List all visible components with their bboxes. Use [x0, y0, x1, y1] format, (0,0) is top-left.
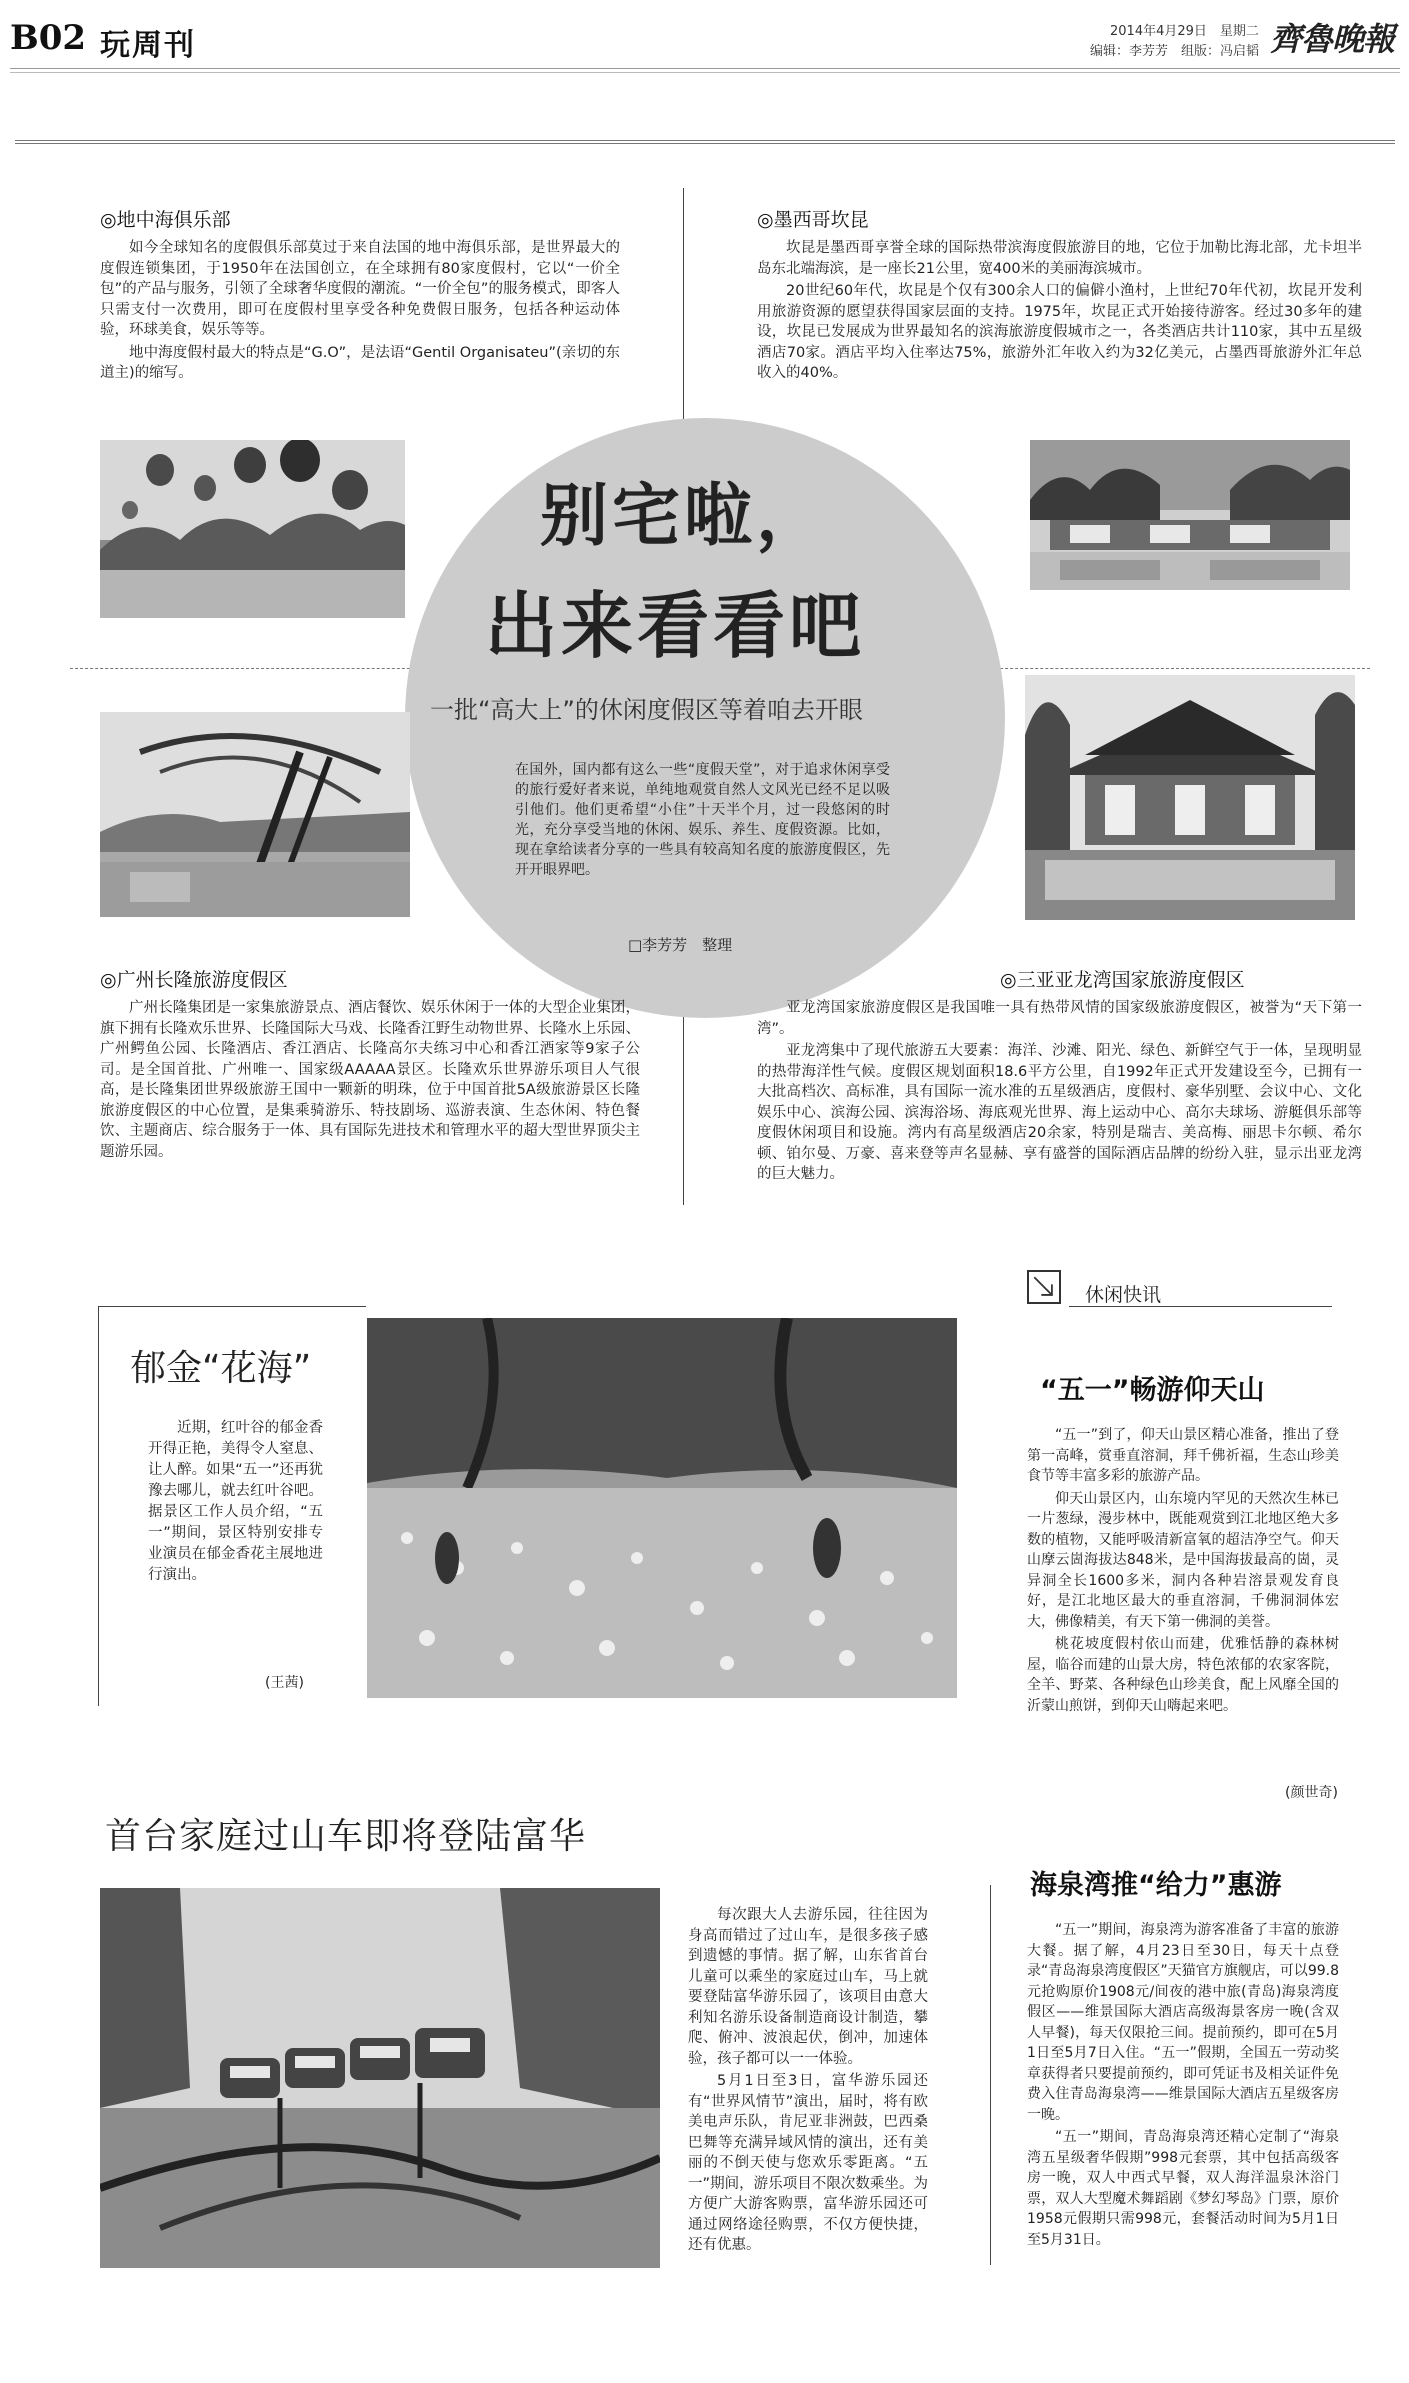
yangtianshan-author: (颜世奇) [1285, 1785, 1338, 1801]
cancun-resort-photo [1030, 440, 1350, 590]
header-rule-bottom [10, 72, 1400, 73]
page-header [0, 0, 1409, 80]
roller-para-2: 5月1日至3日，富华游乐园还有“世界风情节”演出，届时，将有欧美电声乐队，肯尼亚非洲鼓，巴西桑巴舞等充满异域风情的演出，还有美丽的不倒天使与您欢乐零距离。“五一”期间，游乐项目不限次数乘坐。为方便广大游客购票，富华游乐园还可通过网络途径购票，不仅方便快捷，还有优惠。 [688, 2073, 928, 2253]
yalong-para-2: 亚龙湾集中了现代旅游五大要素：海洋、沙滩、阳光、绿色、新鲜空气于一体，呈现明显的热带海洋性气候。度假区规划面积18.6平方公里，自1992年正式开发建设至今，已拥有一大批高档次、高标准，具有国际一流水准的五星级酒店，度假村、豪华别墅、会议中心、文化娱乐中心、滨海公园、滨海浴场、海底观光世界、海上运动中心、高尔夫球场、游艇俱乐部等度假休闲项目和设施。湾内有高星级酒店20余家，特别是瑞吉、美高梅、丽思卡尔顿、希尔顿、铂尔曼、万豪、喜来登等声名显赫、享有盛誉的国际酒店品牌的纷纷入驻，显示出亚龙湾的巨大魅力。 [757, 1043, 1362, 1182]
chimelong-para-1: 广州长隆集团是一家集旅游景点、酒店餐饮、娱乐休闲于一体的大型企业集团，旗下拥有长隆欢乐世界、长隆国际大马戏、长隆香江野生动物世界、长隆水上乐园、广州鳄鱼公园、长隆酒店、香江酒店、长隆高尔夫练习中心和香江酒家等9家子公司。是全国首批、广州唯一、国家级AAAAA景区。长隆欢乐世界游乐项目人气很高，是长隆集团世界级旅游王国中一颗新的明珠，位于中国首批5A级旅游景区长隆旅游度假区的中心位置，是集乘骑游乐、特技剧场、巡游表演、生态休闲、特色餐饮、主题商店、综合服务于一体、具有国际先进技术和管理水平的超大型世界顶尖主题游乐园。 [100, 1000, 640, 1160]
quick-news-rule [1069, 1306, 1332, 1307]
roller-title: 首台家庭过山车即将登陆富华 [105, 1816, 587, 1857]
feature-headline-2: 出来看看吧 [485, 584, 866, 668]
feature-headline-1: 别宅啦， [540, 477, 829, 556]
sanya-villa-photo [1025, 675, 1355, 920]
haiquanwan-title: 海泉湾推“给力”惠游 [1030, 1870, 1282, 1901]
roller-column-rule [990, 1885, 991, 2265]
tulip-text: 近期，红叶谷的郁金香开得正艳，美得令人窒息、让人醉。如果“五一”还再犹豫去哪儿，就去红叶谷吧。据景区工作人员介绍，“五一”期间，景区特别安排专业演员在郁金香花主展地进行演出。 [148, 1420, 323, 1583]
page-code: B02 [10, 18, 87, 58]
chimelong-title: ◎广州长隆旅游度假区 [100, 969, 288, 991]
club-med-title: ◎地中海俱乐部 [100, 209, 231, 231]
cancun-para-2: 20世纪60年代，坎昆是个仅有300余人口的偏僻小渔村，上世纪70年代初，坎昆开发利用旅游资源的愿望获得国家层面的支持。1975年，坎昆正式开始接待游客。经过30多年的建设，坎昆已发展成为世界最知名的滨海旅游度假城市之一，各类酒店共计110家，其中五星级酒店70家。酒店平均入住率达75%，旅游外汇年收入约为32亿美元，占墨西哥旅游外汇年总收入的40%。 [757, 283, 1362, 381]
haiquanwan-text [1027, 1920, 1339, 2252]
newspaper-logo: 齊魯晚報 [1270, 20, 1395, 58]
feature-byline: □李芳芳 整理 [628, 936, 733, 954]
cancun-text [757, 238, 1362, 386]
middle-dash-rule-left [70, 668, 430, 669]
club-med-para-2: 地中海度假村最大的特点是“G.O”，是法语“Gentil Organisateu”(亲切的东道主)的缩写。 [100, 344, 620, 381]
yalong-title: ◎三亚亚龙湾国家旅游度假区 [1000, 969, 1245, 991]
issue-date: 2014年4月29日 星期二 [1110, 24, 1259, 39]
center-vertical-rule-top [683, 188, 684, 458]
haiquanwan-para-1: “五一”期间，海泉湾为游客准备了丰富的旅游大餐。据了解，4月23日至30日，每天十点登录“青岛海泉湾度假区”天猫官方旗舰店，可以99.8元抢购原价1908元/间夜的港中旅(青岛)海泉湾度假区——维景国际大酒店高级海景客房一晚(含双人早餐)，每天仅限抢三间。提前预约，即可在5月1日至5月7日入住。“五一”假期，全国五一劳动奖章获得者只要提前预约，即可凭证书及相关证件免费入住青岛海泉湾——维景国际大酒店五星级客房一晚。 [1027, 1922, 1339, 2123]
yangtianshan-para-1: “五一”到了，仰天山景区精心准备，推出了登第一高峰，赏垂直溶洞，拜千佛祈福，生态山珍美食节等丰富多彩的旅游产品。 [1027, 1427, 1339, 1484]
yangtianshan-text [1027, 1425, 1339, 1718]
haiquanwan-para-2: “五一”期间，青岛海泉湾还精心定制了“海泉湾五星级奢华假期”998元套票，其中包括高级客房一晚，双人中西式早餐，双人海洋温泉沐浴门票，双人大型魔术舞蹈剧《梦幻琴岛》门票，原价1958元假期只需998元，套餐活动时间为5月1日至5月31日。 [1027, 2129, 1339, 2248]
tulip-garden-photo [367, 1318, 957, 1698]
editor-credits: 编辑：李芳芳 组版：冯启韬 [1090, 44, 1260, 59]
club-med-para-1: 如今全球知名的度假俱乐部莫过于来自法国的地中海俱乐部，是世界最大的度假连锁集团，于1950年在法国创立，在全球拥有80家度假村，它以“一价全包”的产品与服务，引领了全球奢华度假的潮流。“一价全包”的服务模式，即客人只需支付一次费用，即可在度假村里享受各种免费假日服务，包括各种运动体验，环球美食，娱乐等等。 [100, 240, 620, 338]
quick-news-label: 休闲快讯 [1085, 1284, 1162, 1306]
roller-text [688, 1905, 928, 2258]
yalong-text [757, 998, 1362, 1187]
amusement-park-photo [100, 712, 410, 917]
diagonal-arrow-icon [1027, 1270, 1061, 1304]
quick-news-header [1027, 1270, 1332, 1312]
center-vertical-rule-bottom [683, 985, 684, 1205]
feature-subheadline: 一批“高大上”的休闲度假区等着咱去开眼 [430, 696, 863, 724]
yangtianshan-para-3: 桃花坡度假村依山而建，优雅恬静的森林树屋，临谷而建的山景大房，特色浓郁的农家客院，全羊、野菜、各种绿色山珍美食，配上风靡全国的沂蒙山煎饼，到仰天山嗨起来吧。 [1027, 1636, 1339, 1714]
cancun-para-1: 坎昆是墨西哥享誉全球的国际热带滨海度假旅游目的地，它位于加勒比海北部，尤卡坦半岛东北端海滨，是一座长21公里，宽400米的美丽海滨城市。 [757, 240, 1362, 277]
feature-intro: 在国外，国内都有这么一些“度假天堂”，对于追求休闲享受的旅行爱好者来说，单纯地观赏自然人文风光已经不足以吸引他们。他们更希望“小住”十天半个月，过一段悠闲的时光，充分享受当地的休闲、娱乐、养生、度假资源。比如，现在拿给读者分享的一些具有较高知名度的旅游度假区，先开开眼界吧。 [515, 762, 890, 878]
top-divider [15, 140, 1395, 144]
tulip-title: 郁金“花海” [130, 1348, 312, 1389]
chimelong-text [100, 998, 640, 1164]
section-name: 玩周刊 [100, 28, 196, 63]
roller-coaster-photo [100, 1888, 660, 2268]
tulip-author: (王茜) [265, 1675, 304, 1691]
header-rule-top [10, 68, 1400, 69]
yangtianshan-title: “五一”畅游仰天山 [1040, 1375, 1265, 1406]
middle-dash-rule-right [990, 668, 1370, 669]
roller-para-1: 每次跟大人去游乐园，往往因为身高而错过了过山车，是很多孩子感到遗憾的事情。据了解，山东省首台儿童可以乘坐的家庭过山车，马上就要登陆富华游乐园了，该项目由意大利知名游乐设备制造商设计制造，攀爬、俯冲、波浪起伏，倒冲，加速体验，孩子都可以一一体验。 [688, 1907, 928, 2067]
yangtianshan-para-2: 仰天山景区内，山东境内罕见的天然次生林已一片葱绿，漫步林中，既能观赏到江北地区绝大多数的植物，又能呼吸清新富氧的超洁净空气。仰天山摩云崮海拔达848米，是中国海拔最高的崮，灵异洞全长1600多米，洞内各种岩溶景观发育良好，是江北地区最大的垂直溶洞，千佛洞洞体宏大，佛像精美，有天下第一佛洞的美誉。 [1027, 1490, 1339, 1630]
club-med-text [100, 238, 620, 386]
yalong-para-1: 亚龙湾国家旅游度假区是我国唯一具有热带风情的国家级旅游度假区，被誉为“天下第一湾”。 [757, 1000, 1362, 1037]
cancun-title: ◎墨西哥坎昆 [757, 209, 869, 231]
hot-air-balloon-photo [100, 440, 405, 618]
